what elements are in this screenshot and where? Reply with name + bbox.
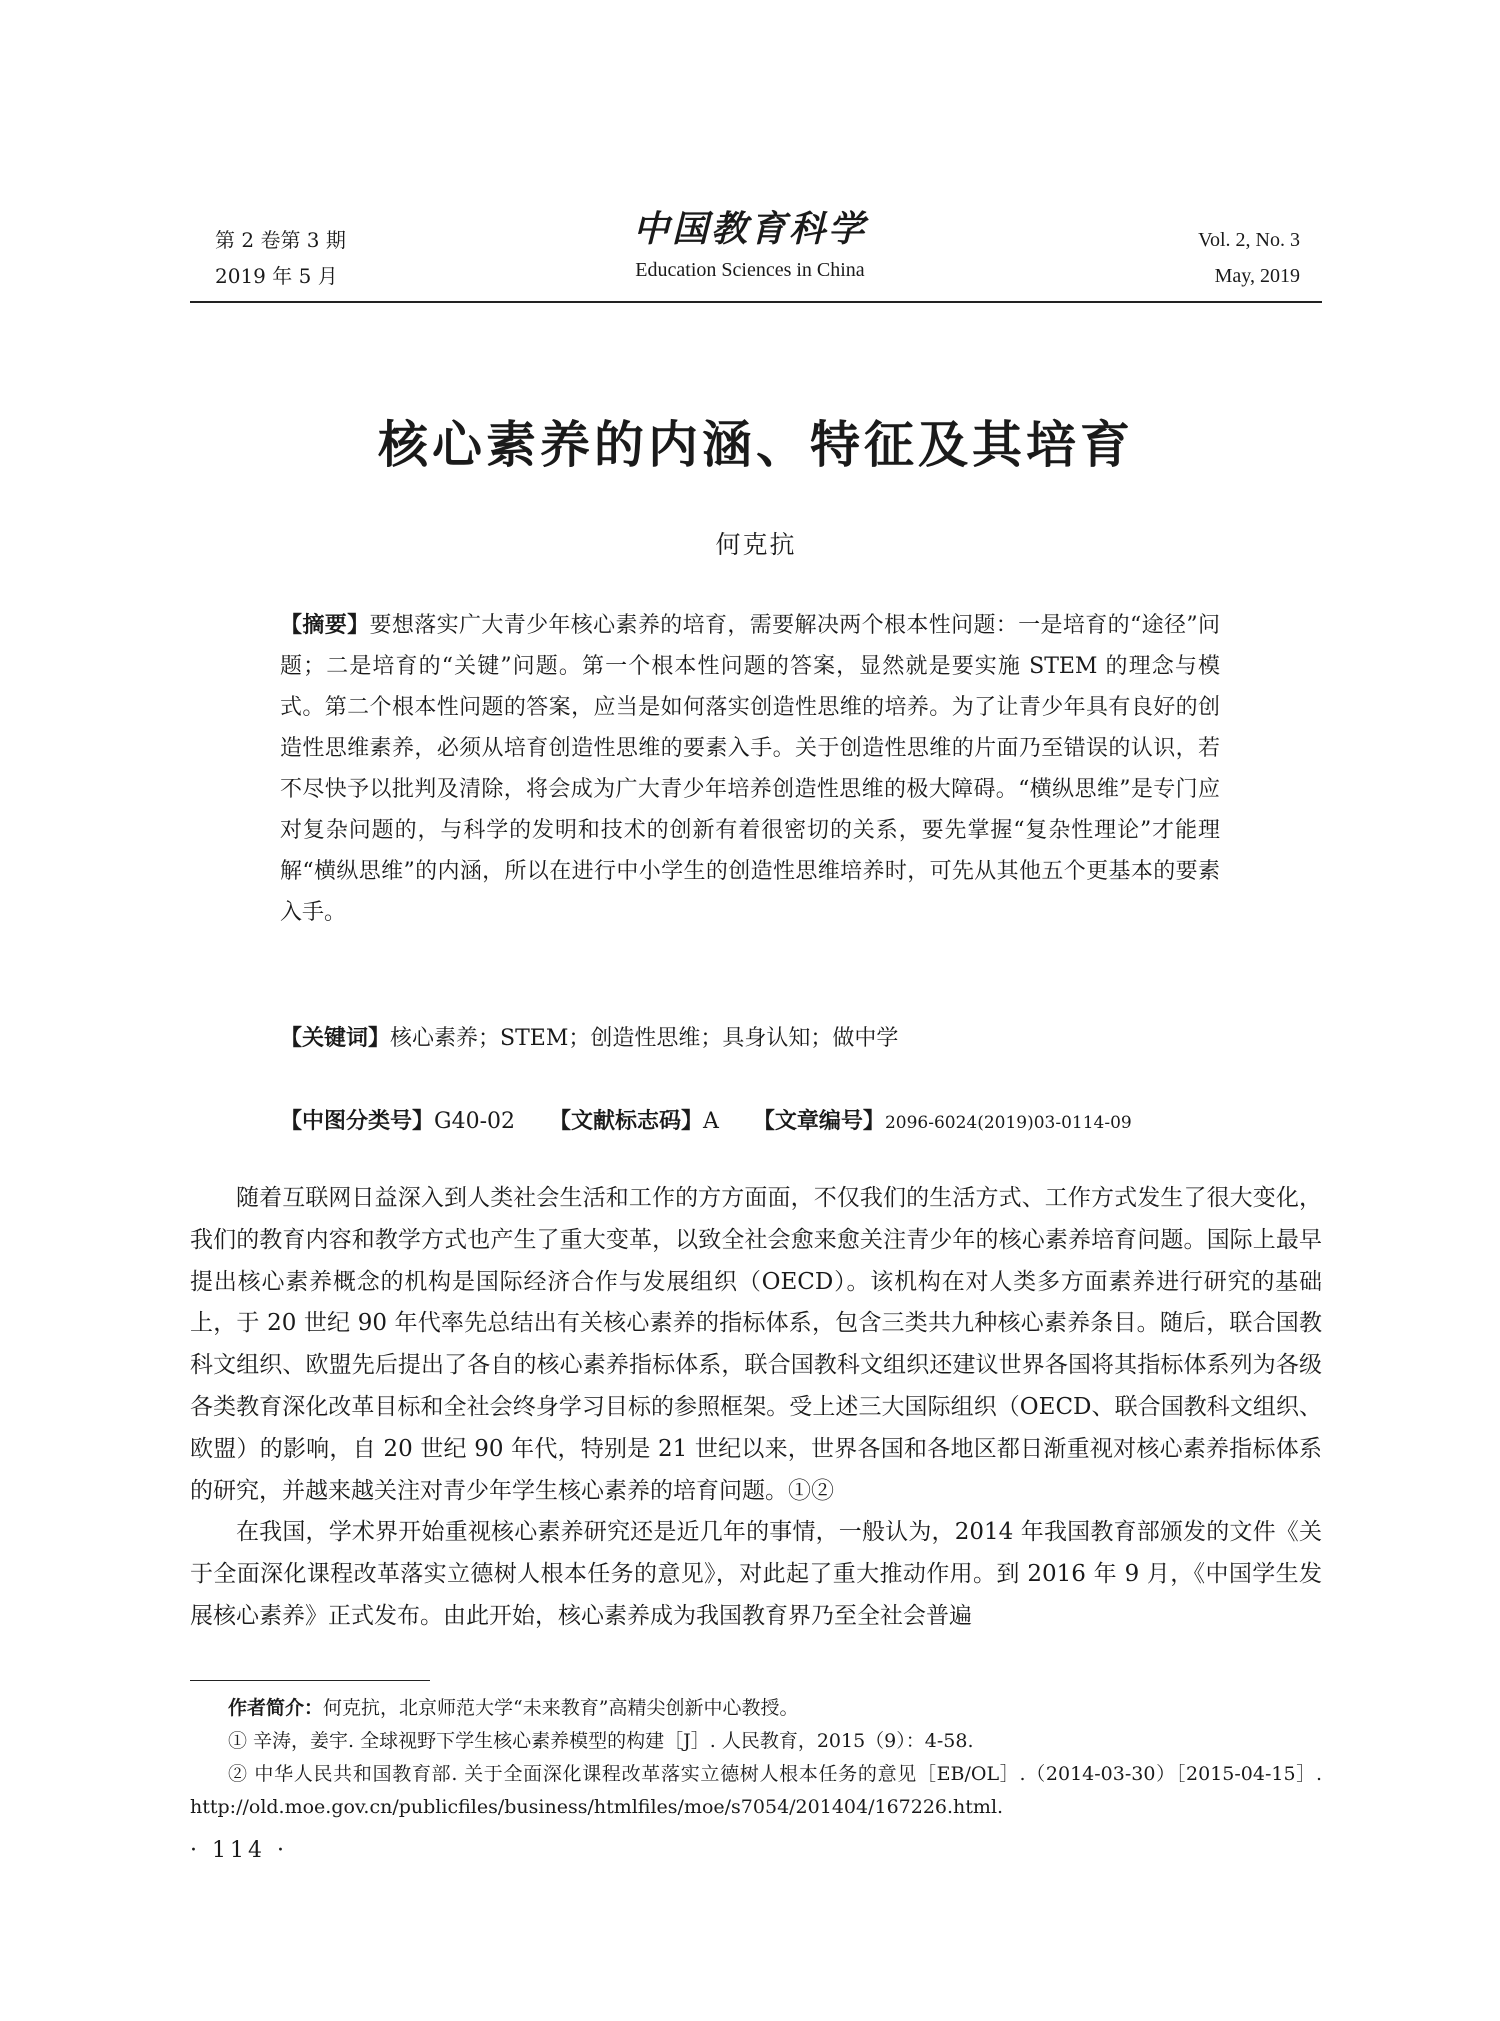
header-right bbox=[1080, 222, 1300, 294]
footnote-divider bbox=[190, 1680, 430, 1681]
header-left bbox=[215, 222, 346, 294]
footnote-item: ② 中华人民共和国教育部. 关于全面深化课程改革落实立德树人根本任务的意见［EB/OL］.（2014-03-30）［2015-04-15］. http://old.moe.gov.cn/publicfiles/business/htmlfiles/moe/s7054/201404/167226.html. bbox=[190, 1763, 1322, 1818]
header-divider bbox=[190, 301, 1322, 303]
author-bio bbox=[190, 1692, 1322, 1725]
article-body bbox=[190, 1178, 1322, 1638]
abstract bbox=[280, 605, 1220, 933]
page-number: · 114 · bbox=[190, 1838, 288, 1863]
footnote-item: ① 辛涛，姜宇. 全球视野下学生核心素养模型的构建［J］. 人民教育，2015（9）：4-58. bbox=[228, 1730, 974, 1752]
classification-line bbox=[280, 1105, 1280, 1140]
keywords-text: 核心素养；STEM；创造性思维；具身认知；做中学 bbox=[390, 1026, 899, 1051]
footnotes bbox=[190, 1692, 1322, 1824]
body-paragraph: 随着互联网日益深入到人类社会生活和工作的方方面面，不仅我们的生活方式、工作方式发生了很大变化，我们的教育内容和教学方式也产生了重大变革，以致全社会愈来愈关注青少年的核心素养培育问题。国际上最早提出核心素养概念的机构是国际经济合作与发展组织（OECD）。该机构在对人类多方面素养进行研究的基础上，于 20 世纪 90 年代率先总结出有关核心素养的指标体系，包含三类共九种核心素养条目。随后，联合国教科文组织、欧盟先后提出了各自的核心素养指标体系，联合国教科文组织还建议世界各国将其指标体系列为各级各类教育深化改革目标和全社会终身学习目标的参照框架。受上述三大国际组织（OECD、联合国教科文组织、欧盟）的影响，自 20 世纪 90 年代，特别是 21 世纪以来，世界各国和各地区都日渐重视对核心素养指标体系的研究，并越来越关注对青少年学生核心素养的培育问题。①② bbox=[190, 1185, 1322, 1504]
article-title: 核心素养的内涵、特征及其培育 bbox=[378, 416, 1134, 474]
keywords-label: 【关键词】 bbox=[280, 1026, 391, 1051]
article-id-label: 【文章编号】 bbox=[752, 1109, 885, 1134]
abstract-label: 【摘要】 bbox=[280, 613, 370, 638]
journal-title-en: Education Sciences in China bbox=[635, 259, 865, 281]
author-bio-text: 何克抗，北京师范大学“未来教育”高精尖创新中心教授。 bbox=[323, 1697, 799, 1719]
header-center bbox=[560, 205, 940, 287]
volume-issue-cn: 第 2 卷第 3 期 bbox=[215, 228, 346, 252]
doc-code-label: 【文献标志码】 bbox=[549, 1109, 704, 1134]
doc-code-value: A bbox=[703, 1109, 719, 1134]
article-id-value: 2096-6024(2019)03-0114-09 bbox=[884, 1113, 1132, 1133]
volume-issue-en: Vol. 2, No. 3 bbox=[1198, 229, 1300, 251]
author-bio-label: 作者简介： bbox=[228, 1697, 324, 1719]
body-paragraph: 在我国，学术界开始重视核心素养研究还是近几年的事情，一般认为，2014 年我国教育部颁发的文件《关于全面深化课程改革落实立德树人根本任务的意见》，对此起了重大推动作用。到 2016 年 9 月，《中国学生发展核心素养》正式发布。由此开始，核心素养成为我国教育界乃至全社会普遍 bbox=[190, 1519, 1322, 1629]
clc-value: G40-02 bbox=[434, 1109, 516, 1134]
date-en: May, 2019 bbox=[1214, 265, 1300, 287]
abstract-text: 要想落实广大青少年核心素养的培育，需要解决两个根本性问题：一是培育的“途径”问题；二是培育的“关键”问题。第一个根本性问题的答案，显然就是要实施 STEM 的理念与模式。第二个根本性问题的答案，应当是如何落实创造性思维的培养。为了让青少年具有良好的创造性思维素养，必须从培育创造性思维的要素入手。关于创造性思维的片面乃至错误的认识，若不尽快予以批判及清除，将会成为广大青少年培养创造性思维的极大障碍。“横纵思维”是专门应对复杂问题的，与科学的发明和技术的创新有着很密切的关系，要先掌握“复杂性理论”才能理解“横纵思维”的内涵，所以在进行中小学生的创造性思维培养时，可先从其他五个更基本的要素入手。 bbox=[280, 613, 1220, 925]
date-cn: 2019 年 5 月 bbox=[215, 264, 338, 288]
keywords bbox=[280, 1022, 1220, 1056]
journal-title-cn: 中国教育科学 bbox=[632, 208, 867, 250]
clc-label: 【中图分类号】 bbox=[280, 1109, 435, 1134]
article-author: 何克抗 bbox=[715, 530, 797, 559]
